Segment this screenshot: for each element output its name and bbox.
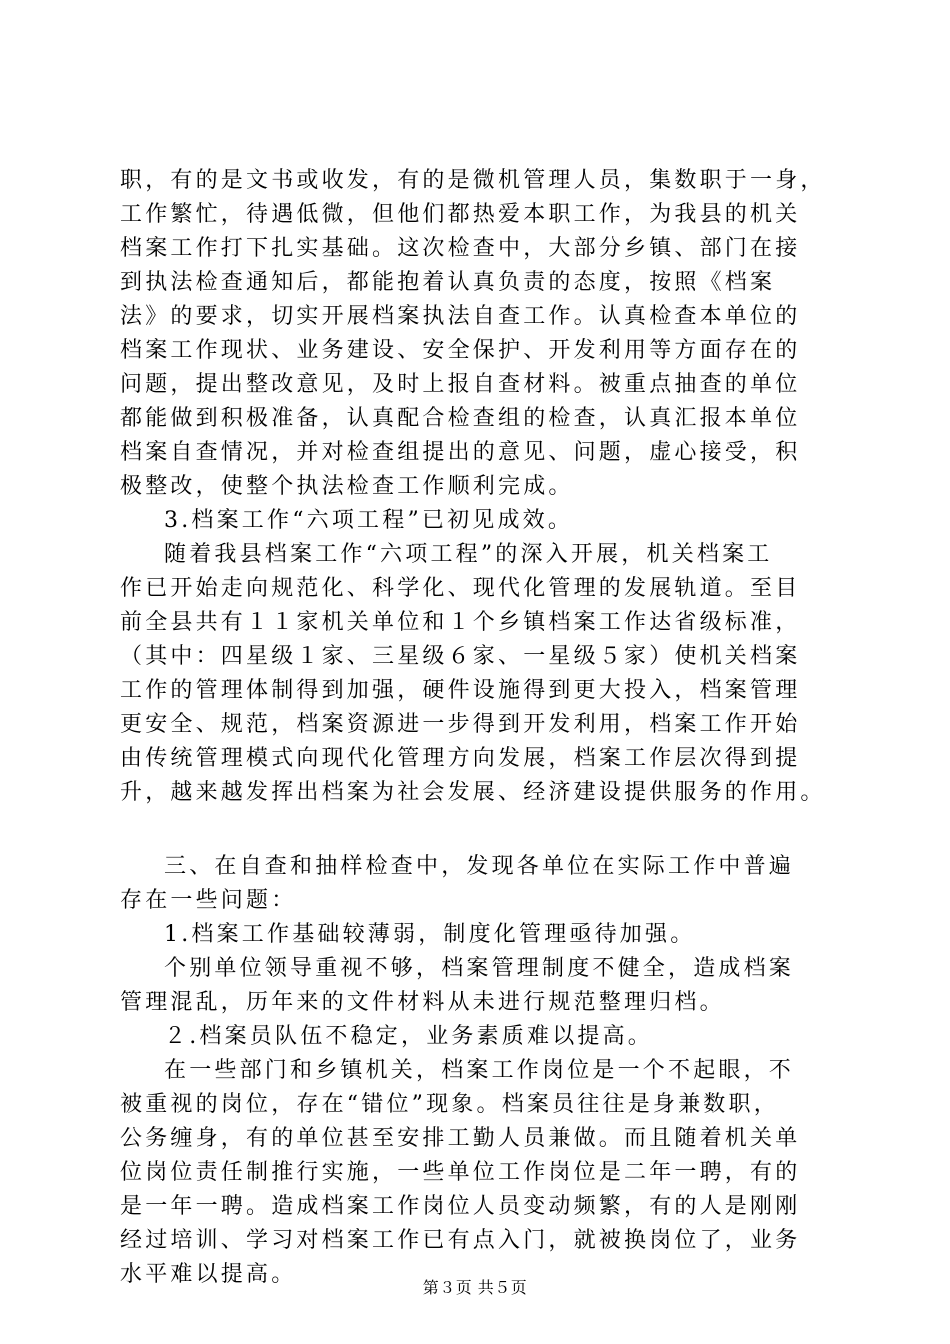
text-line: 职，有的是文书或收发，有的是微机管理人员，集数职于一身， [120, 168, 826, 193]
text-line: 档案工作现状、业务建设、安全保护、开发利用等方面存在的 [120, 338, 801, 363]
text-line: 在一些部门和乡镇机关，档案工作岗位是一个不起眼，不 [164, 1058, 795, 1083]
text-line: 存在一些问题： [120, 888, 297, 913]
text-line: 都能做到积极准备，认真配合检查组的检查，认真汇报本单位 [120, 406, 801, 431]
text-line: 个别单位领导重视不够，档案管理制度不健全，造成档案 [164, 956, 795, 981]
text-line: 档案工作打下扎实基础。这次检查中，大部分乡镇、部门在接 [120, 236, 801, 261]
text-line: （其中：四星级１家、三星级６家、一星级５家）使机关档案 [120, 644, 801, 669]
text-line: 公务缠身，有的单位甚至安排工勤人员兼做。而且随着机关单 [120, 1126, 801, 1151]
text-line: 作已开始走向规范化、科学化、现代化管理的发展轨道。至目 [120, 576, 801, 601]
text-line: 工作繁忙，待遇低微，但他们都热爱本职工作，为我县的机关 [120, 202, 801, 227]
document-body [120, 164, 832, 1292]
section-heading: 3.档案工作“六项工程”已初见成效。 [164, 508, 574, 533]
text-line: 随着我县档案工作“六项工程”的深入开展，机关档案工 [164, 542, 773, 567]
section-heading: 三、在自查和抽样检查中，发现各单位在实际工作中普遍 [164, 854, 795, 879]
text-line: 位岗位责任制推行实施，一些单位工作岗位是二年一聘，有的 [120, 1160, 801, 1185]
text-line: 水平难以提高。 [120, 1262, 297, 1287]
text-line: 经过培训、学习对档案工作已有点入门，就被换岗位了，业务 [120, 1228, 801, 1253]
section-heading: 1.档案工作基础较薄弱，制度化管理亟待加强。 [164, 922, 696, 947]
text-line: 管理混乱，历年来的文件材料从未进行规范整理归档。 [120, 990, 725, 1015]
text-line: 问题，提出整改意见，及时上报自查材料。被重点抽查的单位 [120, 372, 801, 397]
text-line: 前全县共有１１家机关单位和１个乡镇档案工作达省级标准， [120, 610, 801, 635]
text-line: 由传统管理模式向现代化管理方向发展，档案工作层次得到提 [120, 746, 801, 771]
text-line: 被重视的岗位，存在“错位”现象。档案员往往是身兼数职， [120, 1092, 779, 1117]
text-line: 是一年一聘。造成档案工作岗位人员变动频繁，有的人是刚刚 [120, 1194, 801, 1219]
section-heading: ２.档案员队伍不稳定，业务素质难以提高。 [164, 1024, 653, 1049]
text-line: 更安全、规范，档案资源进一步得到开发利用，档案工作开始 [120, 712, 801, 737]
paragraph-gap [120, 810, 832, 850]
text-line: 到执法检查通知后，都能抱着认真负责的态度，按照《档案 [120, 270, 776, 295]
text-line: 极整改，使整个执法检查工作顺利完成。 [120, 474, 574, 499]
text-line: 升，越来越发挥出档案为社会发展、经济建设提供服务的作用。 [120, 780, 826, 805]
text-line: 工作的管理体制得到加强，硬件设施得到更大投入，档案管理 [120, 678, 801, 703]
text-line: 法》的要求，切实开展档案执法自查工作。认真检查本单位的 [120, 304, 801, 329]
page-number-footer: 第３页 共５页 [422, 1278, 528, 1297]
text-line: 档案自查情况，并对检查组提出的意见、问题，虚心接受，积 [120, 440, 801, 465]
